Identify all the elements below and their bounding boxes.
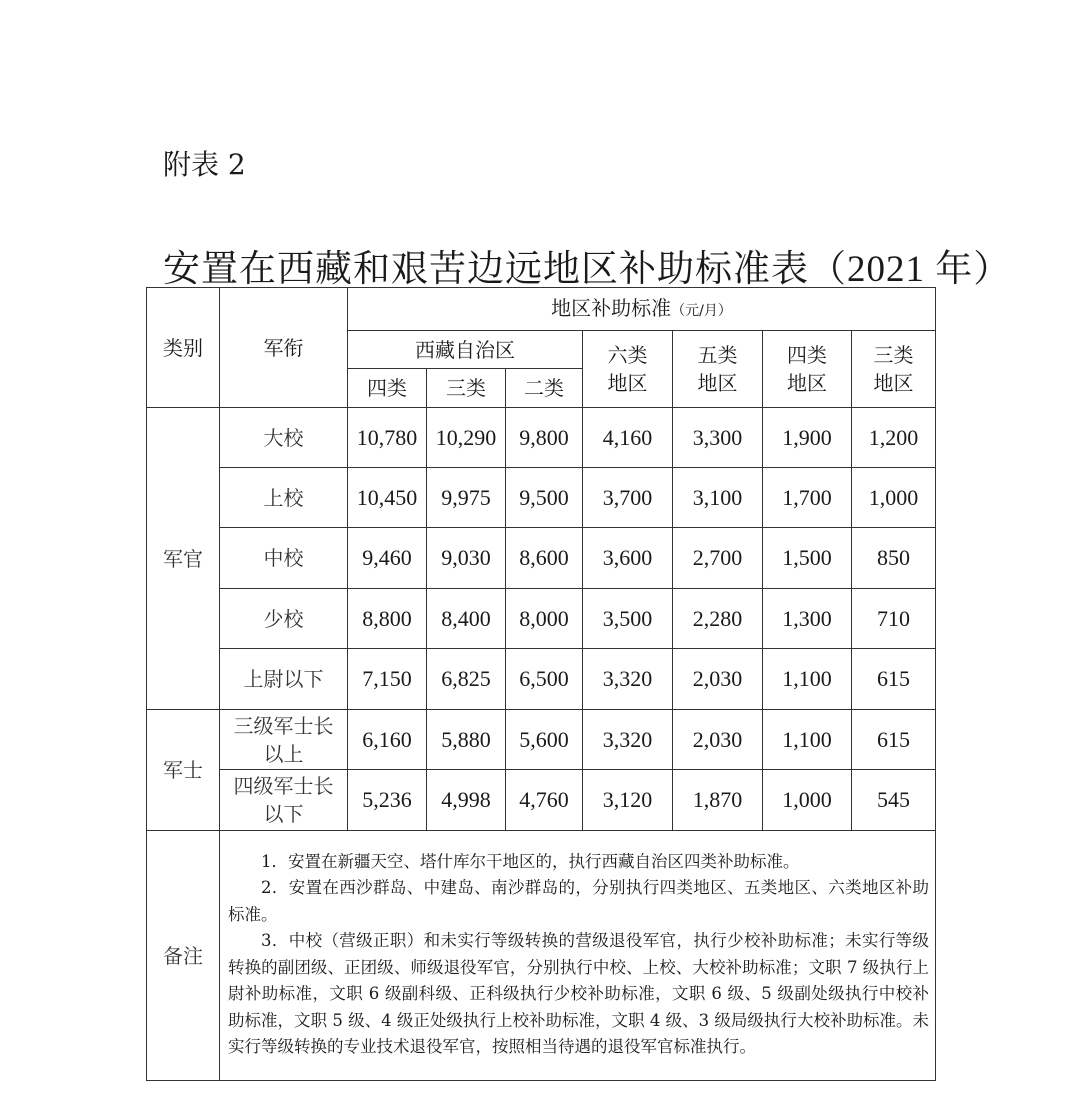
value-cell: 1,000 (763, 770, 852, 831)
value-cell: 10,780 (348, 408, 427, 468)
remark-item: 2．安置在西沙群岛、中建岛、南沙群岛的，分别执行四类地区、五类地区、六类地区补助标准。 (228, 878, 930, 924)
value-cell: 4,160 (583, 408, 673, 468)
value-cell: 9,460 (348, 528, 427, 589)
rank-line: 四级军士长 (233, 774, 334, 798)
remarks-label: 备注 (147, 831, 220, 1081)
value-cell: 615 (852, 649, 936, 710)
remark-item: 1．安置在新疆天空、塔什库尔干地区的，执行西藏自治区四类补助标准。 (261, 851, 800, 871)
value-cell: 9,030 (427, 528, 506, 589)
rank-line: 以下 (263, 802, 304, 826)
header-group (348, 288, 936, 331)
value-cell: 850 (852, 528, 936, 589)
value-cell: 2,280 (673, 589, 763, 649)
value-cell: 2,700 (673, 528, 763, 589)
header-tibet-2: 二类 (506, 369, 583, 408)
rank-line: 以上 (263, 741, 304, 766)
value-cell: 3,120 (583, 770, 673, 831)
value-cell: 4,998 (427, 770, 506, 831)
value-cell: 9,800 (506, 408, 583, 468)
header-category: 类别 (147, 288, 220, 408)
header-line: 地区 (607, 371, 648, 395)
value-cell: 3,100 (673, 468, 763, 528)
header-region-6 (583, 331, 673, 408)
value-cell: 3,320 (583, 710, 673, 770)
appendix-label: 附表 2 (163, 148, 246, 181)
header-line: 三类 (873, 343, 914, 367)
remark-item: 3．中校（营级正职）和未实行等级转换的营级退役军官，执行少校补助标准；未实行等级转换的副团级、正团级、师级退役军官，分别执行中校、上校、大校补助标准；文职 7 级执行上尉补助标准，文职 6 级副科级、正科级执行少校补助标准，文职 6 级、5 级副处级执行中校补助标准，文职 5 级、4 级正处级执行上校补助标准，文职 4 级、3 级局级执行大校补助标准。未实行等级转换的专业技术退役军官，按照相当待遇的退役军官标准执行。 (228, 931, 930, 1056)
value-cell: 615 (852, 710, 936, 770)
header-line: 地区 (873, 371, 914, 395)
value-cell: 3,700 (583, 468, 673, 528)
value-cell: 3,320 (583, 649, 673, 710)
header-line: 四类 (787, 343, 827, 367)
value-cell: 10,290 (427, 408, 506, 468)
rank-cell: 中校 (220, 528, 348, 589)
remarks-row (147, 831, 936, 1081)
value-cell: 6,825 (427, 649, 506, 710)
header-line: 五类 (697, 343, 738, 367)
table-row (147, 528, 936, 589)
value-cell: 8,600 (506, 528, 583, 589)
value-cell: 1,900 (763, 408, 852, 468)
value-cell: 3,600 (583, 528, 673, 589)
value-cell: 5,600 (506, 710, 583, 770)
category-nco: 军士 (147, 710, 220, 831)
rank-cell: 上校 (220, 468, 348, 528)
value-cell: 1,000 (852, 468, 936, 528)
value-cell: 545 (852, 770, 936, 831)
value-cell: 5,236 (348, 770, 427, 831)
header-tibet-4: 四类 (348, 369, 427, 408)
table-row (147, 589, 936, 649)
title-text: 安置在西藏和艰苦边远地区补助标准表 (163, 247, 809, 290)
value-cell: 9,500 (506, 468, 583, 528)
value-cell: 2,030 (673, 710, 763, 770)
value-cell: 2,030 (673, 649, 763, 710)
header-line: 地区 (787, 371, 827, 395)
document-title (163, 238, 1011, 292)
value-cell: 1,500 (763, 528, 852, 589)
rank-cell (220, 710, 348, 770)
value-cell: 8,800 (348, 589, 427, 649)
value-cell: 1,870 (673, 770, 763, 831)
table-row (147, 408, 936, 468)
value-cell: 9,975 (427, 468, 506, 528)
rank-cell: 上尉以下 (220, 649, 348, 710)
remarks-content (220, 831, 936, 1081)
value-cell: 1,300 (763, 589, 852, 649)
value-cell: 8,400 (427, 589, 506, 649)
header-region-4 (763, 331, 852, 408)
value-cell: 1,100 (763, 710, 852, 770)
table-row (147, 649, 936, 710)
value-cell: 3,500 (583, 589, 673, 649)
value-cell: 7,150 (348, 649, 427, 710)
value-cell: 1,700 (763, 468, 852, 528)
value-cell: 3,300 (673, 408, 763, 468)
title-year: （2021 年） (809, 249, 1012, 290)
value-cell: 6,500 (506, 649, 583, 710)
subsidy-table (146, 287, 936, 1081)
header-tibet: 西藏自治区 (348, 331, 583, 369)
value-cell: 8,000 (506, 589, 583, 649)
table-row (147, 710, 936, 770)
value-cell: 1,100 (763, 649, 852, 710)
category-officer: 军官 (147, 408, 220, 710)
value-cell: 710 (852, 589, 936, 649)
table-row (147, 468, 936, 528)
value-cell: 1,200 (852, 408, 936, 468)
rank-cell (220, 770, 348, 831)
value-cell: 6,160 (348, 710, 427, 770)
header-tibet-3: 三类 (427, 369, 506, 408)
header-region-3 (852, 331, 936, 408)
rank-line: 三级军士长 (233, 713, 334, 738)
header-line: 六类 (607, 343, 648, 367)
header-unit: （元/月） (671, 302, 732, 319)
header-rank: 军衔 (220, 288, 348, 408)
value-cell: 10,450 (348, 468, 427, 528)
value-cell: 4,760 (506, 770, 583, 831)
rank-cell: 大校 (220, 408, 348, 468)
header-region-5 (673, 331, 763, 408)
rank-cell: 少校 (220, 589, 348, 649)
table-row (147, 770, 936, 831)
header-line: 地区 (697, 371, 738, 395)
header-group-label: 地区补助标准 (551, 295, 672, 320)
value-cell: 5,880 (427, 710, 506, 770)
